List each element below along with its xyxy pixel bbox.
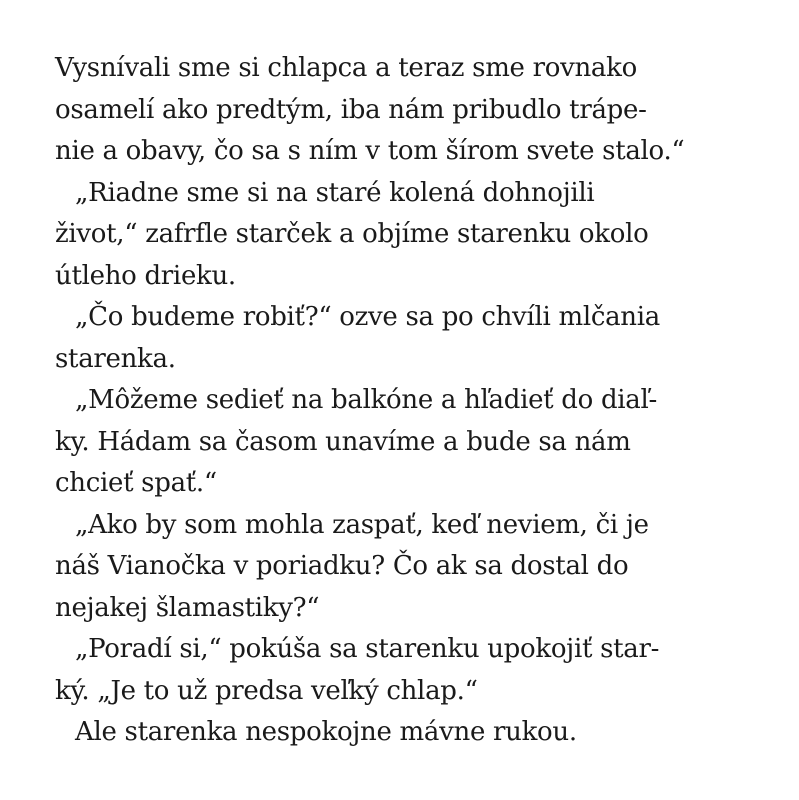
text-line: „Riadne sme si na staré kolená dohnojili bbox=[75, 177, 595, 208]
text-line: Ale starenka nespokojne mávne rukou. bbox=[75, 717, 577, 747]
text-line: náš Vianočka v poriadku? Čo ak sa dostal do bbox=[55, 551, 629, 581]
text-line: starenka. bbox=[55, 343, 176, 374]
text-line: ky. Hádam sa časom unavíme a bude sa nám bbox=[55, 426, 631, 457]
text-line: útleho drieku. bbox=[55, 260, 236, 291]
document-page bbox=[55, 48, 755, 754]
text-line: „Ako by som mohla zaspať, keď neviem, či je bbox=[75, 509, 649, 540]
text-line: „Poradí si,“ pokúša sa starenku upokojiť star- bbox=[75, 634, 660, 664]
text-line: život,“ zafrfle starček a objíme starenku okolo bbox=[55, 219, 649, 249]
text-line: Vysnívali sme si chlapca a teraz sme rovnako bbox=[55, 53, 637, 83]
text-line: nie a obavy, čo sa s ním v tom šírom svete stalo.“ bbox=[55, 136, 685, 166]
text-line: „Čo budeme robiť?“ ozve sa po chvíli mlčania bbox=[75, 302, 660, 332]
text-line: „Môžeme sedieť na balkóne a hľadieť do diaľ- bbox=[75, 385, 658, 415]
text-line: nejakej šlamastiky?“ bbox=[55, 592, 320, 623]
text-line: osamelí ako predtým, iba nám pribudlo trápe- bbox=[55, 94, 647, 125]
text-line: chcieť spať.“ bbox=[55, 468, 217, 498]
text-line: ký. „Je to už predsa veľký chlap.“ bbox=[55, 675, 478, 706]
